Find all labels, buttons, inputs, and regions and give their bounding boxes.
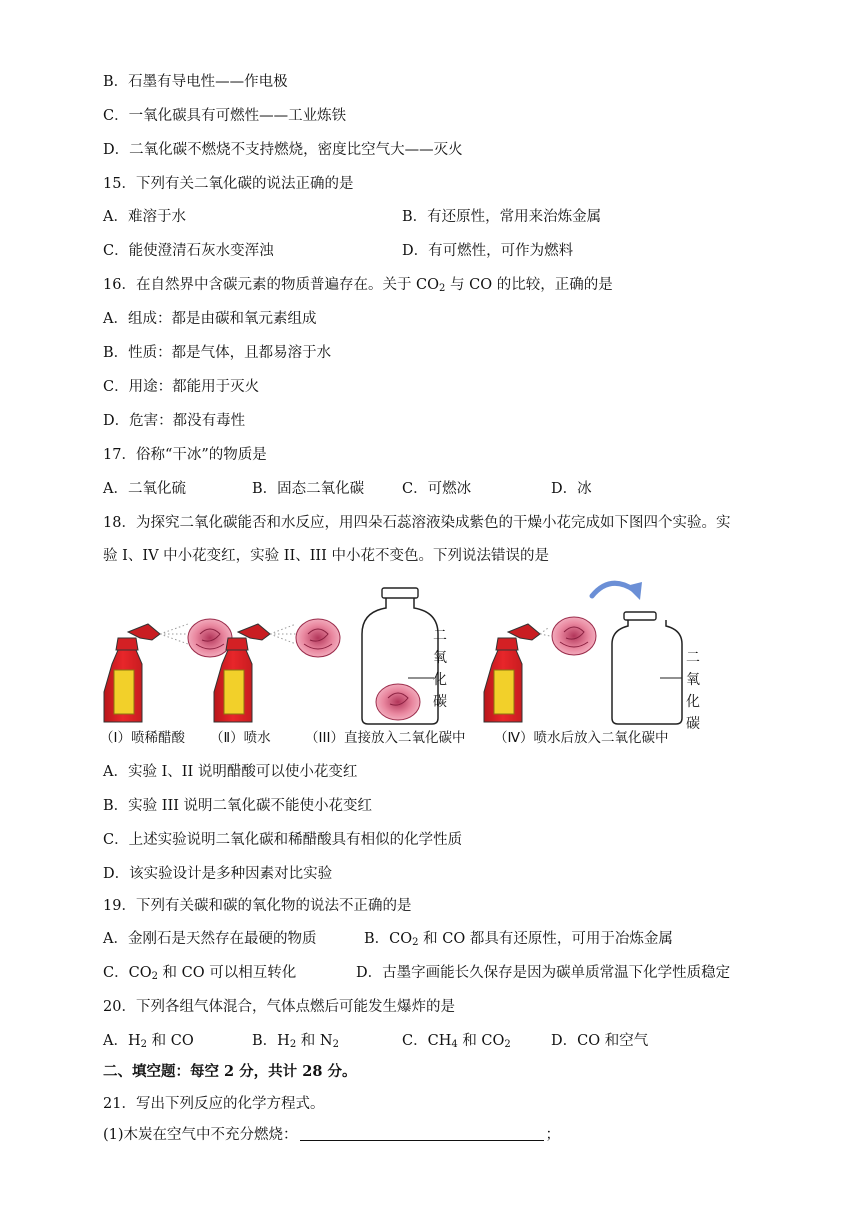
q14-option-b: B．石墨有导电性——作电极: [103, 74, 288, 90]
q20-option-b: B．$H_2$ 和 $N_2$: [252, 1033, 339, 1050]
spray-bottle-icon: [484, 624, 550, 722]
q16-option-c: C．用途：都能用于灭火: [103, 379, 260, 395]
caption-experiment-1: （I）喷稀醋酸: [100, 730, 185, 746]
jar-label-1-char-2: 氧: [433, 650, 447, 666]
q15-option-b: B．有还原性，常用来治炼金属: [402, 209, 602, 225]
q15-option-c: C．能使澄清石灰水变浑浊: [103, 243, 274, 259]
gas-jar-icon: [612, 612, 682, 724]
rose-flower-icon: [552, 617, 596, 655]
q19-option-a: A．金刚石是天然存在最硬的物质: [103, 931, 317, 947]
spray-bottle-icon: [104, 624, 190, 722]
caption-experiment-4: （Ⅳ）喷水后放入二氧化碳中: [494, 730, 669, 746]
jar-label-2-char-4: 碳: [686, 716, 700, 732]
q17-option-a: A．二氧化硫: [103, 481, 186, 497]
jar-label-2-char-1: 二: [686, 650, 700, 666]
q14-option-c: C．一氧化碳具有可燃性——工业炼铁: [103, 108, 347, 124]
q18-option-a: A．实验 I、II 说明醋酸可以使小花变红: [103, 764, 358, 780]
rose-flower-icon: [188, 619, 232, 657]
q19-option-d: D．古墨字画能长久保存是因为碳单质常温下化学性质稳定: [356, 965, 731, 981]
experiment-illustration: [100, 574, 700, 752]
q18-stem-line1: 18．为探究二氧化碳能否和水反应，用四朵石蕊溶液染成紫色的干燥小花完成如下图四个实验。实: [103, 515, 731, 531]
jar-label-1-char-4: 碳: [433, 694, 447, 710]
q19-option-c: C．$CO_2$ 和 CO 可以相互转化: [103, 965, 297, 982]
q15-stem: 15．下列有关二氧化碳的说法正确的是: [103, 176, 354, 192]
q20-stem: 20．下列各组气体混合，气体点燃后可能发生爆炸的是: [103, 999, 455, 1015]
q17-option-b: B．固态二氧化碳: [252, 481, 365, 497]
q15-option-a: A．难溶于水: [103, 209, 186, 225]
q20-option-c: C．$CH_4$ 和 $CO_2$: [402, 1033, 511, 1050]
q17-option-d: D．冰: [551, 481, 592, 497]
q21-stem: 21．写出下列反应的化学方程式。: [103, 1096, 325, 1112]
jar-label-1-char-1: 二: [433, 628, 447, 644]
curved-arrow-icon: [592, 582, 642, 600]
q19-option-b: B．$CO_2$ 和 CO 都具有还原性，可用于冶炼金属: [364, 931, 673, 948]
q16-stem: 16．在自然界中含碳元素的物质普遍存在。关于 $CO_2$ 与 CO 的比较，正确的是: [103, 277, 613, 294]
q17-stem: 17．俗称“干冰”的物质是: [103, 447, 267, 463]
q16-option-d: D．危害：都没有毒性: [103, 413, 246, 429]
q19-stem: 19．下列有关碳和碳的氧化物的说法不正确的是: [103, 898, 412, 914]
q17-option-c: C．可燃冰: [402, 481, 472, 497]
q14-option-d: D．二氧化碳不燃烧不支持燃烧，密度比空气大——灭火: [103, 142, 463, 158]
jar-label-2-char-3: 化: [686, 694, 700, 710]
q20-option-d: D．CO 和空气: [551, 1033, 649, 1049]
q18-option-b: B．实验 III 说明二氧化碳不能使小花变红: [103, 798, 373, 814]
q16-option-b: B．性质：都是气体，且都易溶于水: [103, 345, 332, 361]
gas-jar-icon: [362, 588, 438, 724]
q16-option-a: A．组成：都是由碳和氧元素组成: [103, 311, 317, 327]
caption-experiment-2: （Ⅱ）喷水: [210, 730, 271, 746]
section-2-title: 二、填空题：每空 2 分，共计 28 分。: [103, 1063, 357, 1080]
q18-stem-line2: 验 I、IV 中小花变红，实验 II、III 中小花不变色。下列说法错误的是: [103, 548, 550, 564]
q20-option-a: A．$H_2$ 和 CO: [103, 1033, 194, 1050]
rose-flower-icon: [296, 619, 340, 657]
q18-option-d: D．该实验设计是多种因素对比实验: [103, 866, 333, 882]
q21-part-1: (1)木炭在空气中不充分燃烧： ；: [103, 1127, 561, 1143]
q15-option-d: D．有可燃性，可作为燃料: [402, 243, 574, 259]
q18-experiment-figure: [100, 574, 700, 752]
jar-label-2-char-2: 氧: [686, 672, 700, 688]
answer-blank[interactable]: [300, 1126, 544, 1141]
jar-label-1-char-3: 化: [433, 672, 447, 688]
q18-option-c: C．上述实验说明二氧化碳和稀醋酸具有相似的化学性质: [103, 832, 463, 848]
caption-experiment-3: （III）直接放入二氧化碳中: [305, 730, 466, 746]
